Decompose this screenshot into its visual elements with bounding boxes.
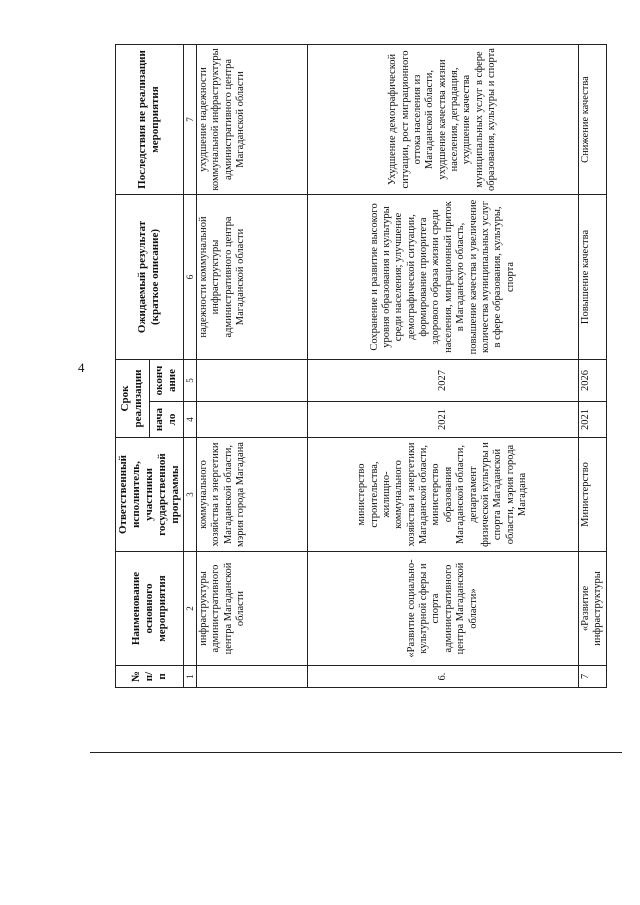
row-end <box>196 359 307 401</box>
table-row <box>578 44 606 687</box>
column-number: 2 <box>183 552 196 666</box>
header-row <box>116 44 150 687</box>
row-start <box>196 402 307 438</box>
column-number: 4 <box>183 402 196 438</box>
row-result: Повышение качества <box>578 194 606 359</box>
row-name: «Развитие социально-культурной сферы и спорта административного центра Магаданской области» <box>307 552 578 666</box>
row-start: 2021 <box>307 402 578 438</box>
row-end: 2026 <box>578 359 606 401</box>
row-name: инфраструктуры административного центра Магаданской области <box>196 552 307 666</box>
row-consequences: Снижение качества <box>578 44 606 194</box>
column-number: 6 <box>183 194 196 359</box>
table-row <box>307 44 578 687</box>
row-name: «Развитие инфраструктуры <box>578 552 606 666</box>
rotated-table-container <box>115 45 604 688</box>
row-consequences: ухудшение надежности коммунальной инфраструктуры административного центра Магаданской области <box>196 44 307 194</box>
column-number-row <box>183 44 196 687</box>
measures-table <box>115 44 607 688</box>
bottom-rule <box>90 752 622 753</box>
row-executor: министерство строительства, жилищно-коммунального хозяйства и энергетики Магаданской области, министерство образования Магаданской области, департамент физической культуры и спорта Магаданской области, мэрия города Магадана <box>307 438 578 552</box>
column-number: 1 <box>183 666 196 688</box>
row-consequences: Ухудшение демографической ситуации, рост миграционного оттока населения из Магаданской области, ухудшение качества жизни населения, деградация, ухудшение качества муниципальных услуг в сфере образования, культуры и спорта <box>307 44 578 194</box>
column-number: 7 <box>183 44 196 194</box>
row-num: 7 <box>578 666 606 688</box>
header-period: Срок реализации <box>116 359 150 437</box>
header-name: Наименование основного мероприятия <box>116 552 184 666</box>
column-number: 3 <box>183 438 196 552</box>
row-start: 2021 <box>578 402 606 438</box>
header-executor: Ответственный исполнитель, участники государственной программы <box>116 438 184 552</box>
page-number: 4 <box>78 360 85 375</box>
header-result: Ожидаемый результат (краткое описание) <box>116 194 184 359</box>
header-consequences: Последствия не реализации мероприятия <box>116 44 184 194</box>
table-row <box>196 44 307 687</box>
header-start: начало <box>149 402 183 438</box>
row-executor: коммунального хозяйства и энергетики Магаданской области, мэрия города Магадана <box>196 438 307 552</box>
row-end: 2027 <box>307 359 578 401</box>
row-num: 6. <box>307 666 578 688</box>
column-number: 5 <box>183 359 196 401</box>
row-executor: Министерство <box>578 438 606 552</box>
row-num <box>196 666 307 688</box>
row-result: надежности коммунальной инфраструктуры административного центра Магаданской области <box>196 194 307 359</box>
header-num: № п/п <box>116 666 184 688</box>
header-end: окончание <box>149 359 183 401</box>
row-result: Сохранение и развитие высокого уровня образования и культуры среди населения; улучшение демографической ситуации, формирование приоритета здорового образа жизни среди населения, миграционный приток в Магаданскую область, повышение качества и увеличение количества муниципальных услуг в сфере образования, культуры, спорта <box>307 194 578 359</box>
